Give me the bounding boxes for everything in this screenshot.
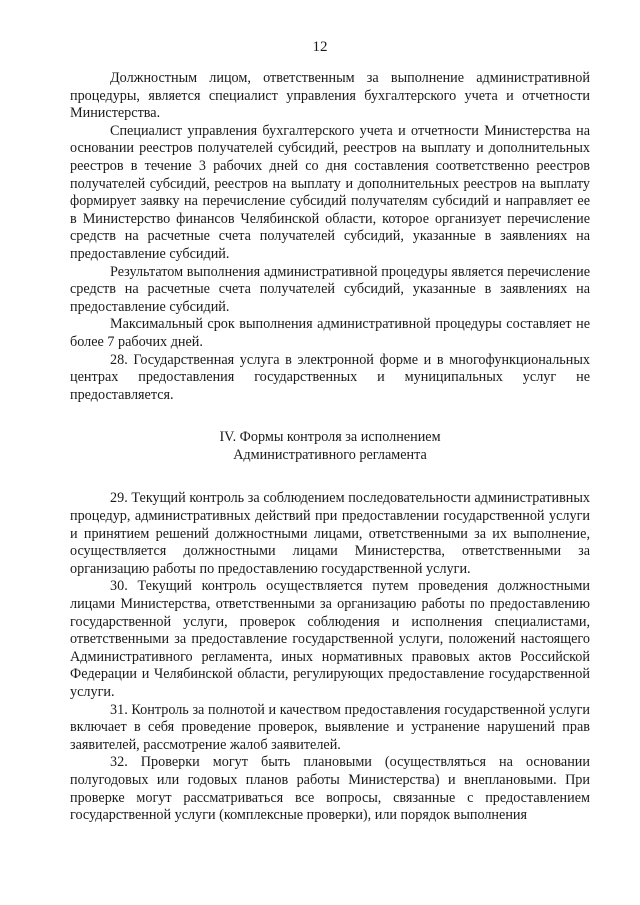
section-heading-line-2: Административного регламента	[233, 446, 427, 463]
paragraph-item-31: 31. Контроль за полнотой и качеством предоставления государственной услуги включает в себя проведение проверок, выявление и устранение нарушений прав заявителей, рассмотрение жалоб заявителей.	[70, 701, 590, 753]
section-heading-line-1: IV. Формы контроля за исполнением	[219, 429, 441, 446]
paragraph-item-28: 28. Государственная услуга в электронной форме и в многофункциональных центрах предоставления государственных и муниципальных услуг не предоставляется.	[70, 351, 590, 403]
paragraph-procedure-result: Результатом выполнения административной процедуры является перечисление средств на расчетные счета получателей субсидий, указанные в заявлениях на предоставление субсидий.	[70, 263, 590, 315]
page-number: 12	[312, 39, 328, 55]
paragraph-item-30: 30. Текущий контроль осуществляется путем проведения должностными лицами Министерства, ответственными за организацию работы по предоставлению государственной услуги, проверок соблюдения и исполнения специалистами, ответственными за предоставление государственной услуги, положений настоящего Административного регламента, иных нормативных правовых актов Российской Федерации и Челябинской области, регулирующих предоставление государственной услуги.	[70, 578, 590, 700]
paragraph-item-29: 29. Текущий контроль за соблюдением последовательности административных процедур, административных действий при предоставлении государственной услуги и принятием решений должностными лицами, ответственными за их выполнение, осуществляется должностными лицами Министерства, ответственными за организацию работы по предоставлению государственной услуги.	[70, 490, 590, 577]
paragraph-responsible-person: Должностным лицом, ответственным за выполнение административной процедуры, является специалист управления бухгалтерского учета и отчетности Министерства.	[70, 70, 590, 122]
paragraph-item-32: 32. Проверки могут быть плановыми (осуществляться на основании полугодовых или годовых планов работы Министерства) и внеплановыми. При проверке могут рассматриваться все вопросы, связанные с предоставлением государственной услуги (комплексные проверки), или порядок выполнения	[70, 754, 590, 824]
document-body	[70, 70, 590, 825]
paragraph-max-duration: Максимальный срок выполнения административной процедуры составляет не более 7 рабочих дней.	[70, 316, 590, 350]
paragraph-subsidy-request: Специалист управления бухгалтерского учета и отчетности Министерства на основании реестров получателей субсидий, реестров на выплату и дополнительных реестров в течение 3 рабочих дней со дня составления соответственно реестров получателей субсидий, реестров на выплату и дополнительных реестров на выплату формирует заявку на перечисление субсидий получателям субсидий и направляет ее в Министерство финансов Челябинской области, которое организует перечисление средств на расчетные счета получателей субсидий, указанные в заявлениях на предоставление субсидий.	[70, 122, 590, 262]
section-heading	[70, 429, 590, 464]
